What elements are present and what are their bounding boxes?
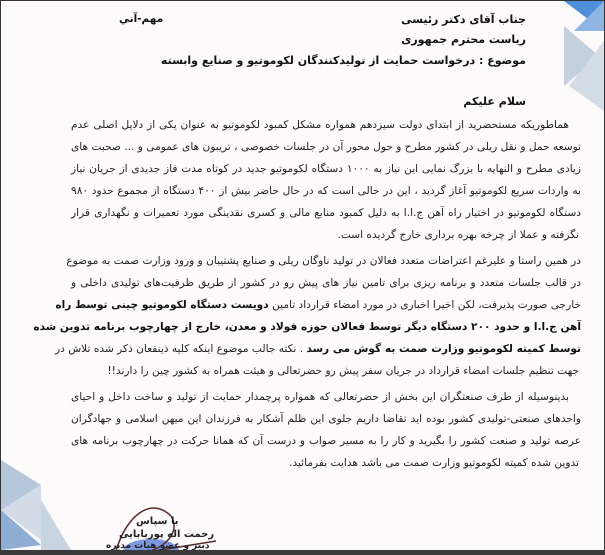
paragraph1-line: نگرفته و عملا از چرخه بهره برداری خارج گردیده است. [337,229,579,241]
addressee: جناب آقای دکتر رئیسی [401,13,526,26]
paragraph3-line: بدینوسیله از طرف صنعتگران این بخش از حضرتعالی که همواره پرچمدار حمایت از تولید و ساخت داخل و احیای [71,391,569,403]
paragraph1-line: دستگاه لکوموتیو در اختیار راه آهن ج.ا.ا به دلیل کمبود منابع مالی و کسری نقدینگی مورد تعمیرات و نگهداری قرار [71,207,581,219]
signature-title: دبیر و عضو هیات مدیره [106,541,210,551]
paragraph3-line: عرصه تولید و صنعت کشور را بگیرید و کار را به مسیر صواب و درست آن که همانا حرکت در چهارچوب برنامه های [71,435,581,447]
paragraph1-line: هماطوریکه مستحضرید از ابتدای دولت سیزدهم همواره مشکل کمبود لکوموتیو به عنوان یکی از دلایل اصلی عدم [71,119,569,131]
decorative-triangles-top [544,1,604,121]
decorative-triangles-bottom [1,440,71,550]
paragraph2-bold-text: توسط کمیته لکوموتیو وزارت صمت به گوش می رسد [306,343,581,355]
paragraph2-text: خارجی صورت پذیرفت، لکن اخیرا اخباری در مورد امضاء قرارداد تامین [268,299,581,311]
paragraph1-line: به واردات سریع لکوموتیو آغاز گردید ، این در حالی است که در حال حاضر بیش از ۴۰۰ دستگاه از مجموع حدود ۹۸۰ [71,185,581,197]
paragraph2-line: جهت تنظیم جلسات امضاء قرارداد در جریان سفر پیش رو حضرتعالی و هیئت همراه به کشور چین را دارند!! [107,365,579,377]
paragraph3-line: تدوین شده کمیته لکوموتیو وزارت صمت می باشد هدایت بفرمائید. [289,457,579,469]
paragraph2-bold-text: دویست دستگاه لکوموتیو چینی توسط راه [55,299,269,311]
paragraph2-line [55,299,581,311]
paragraph2-line: در قالب جلسات متعدد و برنامه ریزی برای تامین نیاز های پیش رو در کشور از طریق ظرفیت‌های تولیدی داخلی و [71,277,581,289]
paragraph1-line: توسعه حمل و نقل ریلی در کشور مطرح و حول محور آن در جلسات خصوصی ، تریبون های عمومی و ... صحبت های [71,141,581,153]
bottom-edge [0,550,605,555]
signature-closing: با سپاس [136,516,179,527]
paragraph2-bold-text: آهن ج.ا.ا و حدود ۲۰۰ دستگاه دیگر توسط فعالان حوزه فولاد و معدن، خارج از چهارچوب برنامه تدوین شده [33,321,581,333]
paragraph3-line: واحدهای صنعتی-تولیدی کشور بوده اید تقاضا داریم جلوی این ظلم آشکار به فرزندان این میهن اسلامی و جهادگران [71,413,581,425]
paragraph2-text: . نکته جالب موضوع اینکه کلیه ذینفعان ذکر شده تلاش در [55,343,307,355]
paragraph2-line: در همین راستا و علیرغم اعتراضات متعدد فعالان در تولید ناوگان ریلی و صنایع پشتیبان و ورود وزارت صمت به موضوع [66,255,581,267]
subject-line: موضوع : درخواست حمایت از تولیدکنندگان لکوموتیو و صنایع وابسته [160,54,526,67]
paragraph2-line [55,343,581,355]
greeting: سلام علیکم [463,95,526,108]
addressee-title: ریاست محترم جمهوری [401,33,526,46]
paragraph2-line [33,321,581,333]
signature-name: رحمت اله پوربابایی [119,529,215,540]
priority-label: مهم-آني [119,13,164,25]
paragraph1-line: زیادی مطرح و النهایه با بزرگ نمایی این نیاز به ۱۰۰۰ دستگاه لکوموتیو جدید در کوتاه مدت فاز جدیدی از جریان نیاز [71,163,582,175]
